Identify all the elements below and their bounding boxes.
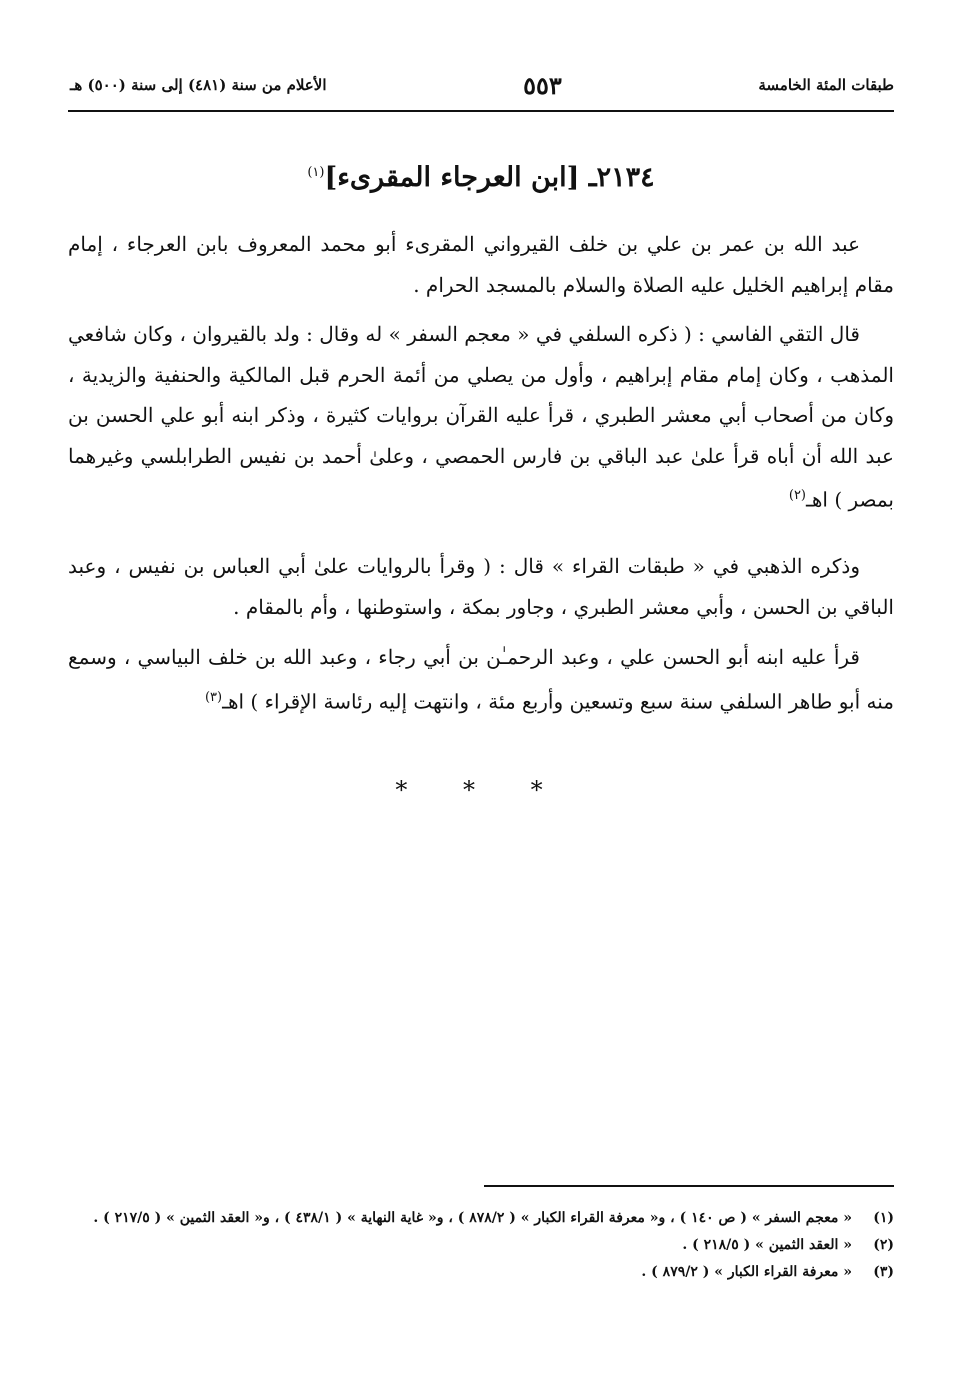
paragraph-2-text: قال التقي الفاسي : ( ذكره السلفي في « معجم السفر » له وقال : ولد بالقيروان ، وكان شافعي المذهب ، وكان إمام مقام إبراهيم ، وأول من يصلي من أئمة الحرم قبل المالكية والحنفية والزيدية ، وكان من أصحاب أبي معشر الطبري ، قرأ عليه القرآن بروايات كثيرة ، وذكر ابنه أبو علي الحسن بن عبد الله أن أباه قرأ علىٰ عبد الباقي بن فارس الحمصي ، وعلىٰ أحمد بن نفيس الطرابلسي وغيرهما بمصر ) اهـ xyxy=(68,322,894,512)
footnote-text: « العقد الثمين » ( ٢١٨/٥ ) . xyxy=(682,1237,852,1253)
page-number: ٥٥٣ xyxy=(523,70,562,100)
paragraph-1 xyxy=(68,224,894,305)
entry-title-text: ٢١٣٤ـ [ابن العرجاء المقرىء] xyxy=(324,162,655,193)
header-rule xyxy=(68,110,894,112)
footnote-3 xyxy=(72,1259,894,1286)
footnote-2 xyxy=(72,1232,894,1259)
header-section-title: طبقات المئة الخامسة xyxy=(758,76,894,94)
paragraph-3 xyxy=(68,546,894,627)
footnote-ref-1: (١) xyxy=(307,165,325,180)
footnote-number: (١) xyxy=(873,1210,894,1226)
footnote-ref-3: (٣) xyxy=(204,689,223,705)
running-header xyxy=(70,70,894,100)
paragraph-2 xyxy=(68,314,894,520)
paragraph-1-text: عبد الله بن عمر بن علي بن خلف القيرواني المقرىء أبو محمد المعروف بابن العرجاء ، إمام مقام إبراهيم الخليل عليه الصلاة والسلام بالمسجد الحرام . xyxy=(68,232,894,297)
paragraph-3-text: وذكره الذهبي في « طبقات القراء » قال : ( وقرأ بالروايات علىٰ أبي العباس بن نفيس ، وعبد الباقي بن الحسن ، وأبي معشر الطبري ، وجاور بمكة ، واستوطنها ، وأم بالمقام . xyxy=(68,554,894,619)
paragraph-4-text: قرأ عليه ابنه أبو الحسن علي ، وعبد الرحمـٰن بن أبي رجاء ، وعبد الله بن خلف البياسي ، وسمع منه أبو طاهر السلفي سنة سبع وتسعين وأربع مئة ، وانتهت إليه رئاسة الإقراء ) اهـ xyxy=(68,645,894,714)
header-period-range: الأعلام من سنة (٤٨١) إلى سنة (٥٠٠) هـ xyxy=(70,76,327,94)
paragraph-4 xyxy=(68,637,894,722)
section-separator: * * * xyxy=(395,776,567,804)
entry-title xyxy=(68,162,894,193)
footnotes xyxy=(72,1205,894,1286)
footnote-ref-2: (٢) xyxy=(788,488,806,503)
footnote-number: (٣) xyxy=(873,1264,894,1280)
footnote-1 xyxy=(72,1205,894,1232)
footnote-text: « معرفة القراء الكبار » ( ٨٧٩/٢ ) . xyxy=(641,1264,852,1280)
footnote-rule xyxy=(484,1185,894,1187)
footnote-number: (٢) xyxy=(873,1237,894,1253)
footnote-text: « معجم السفر » ( ص ١٤٠ ) ، و« معرفة القراء الكبار » ( ٨٧٨/٢ ) ، و« غاية النهاية » ( ٤٣٨/١ ) ، و« العقد الثمين » ( ٢١٧/٥ ) . xyxy=(93,1210,852,1226)
